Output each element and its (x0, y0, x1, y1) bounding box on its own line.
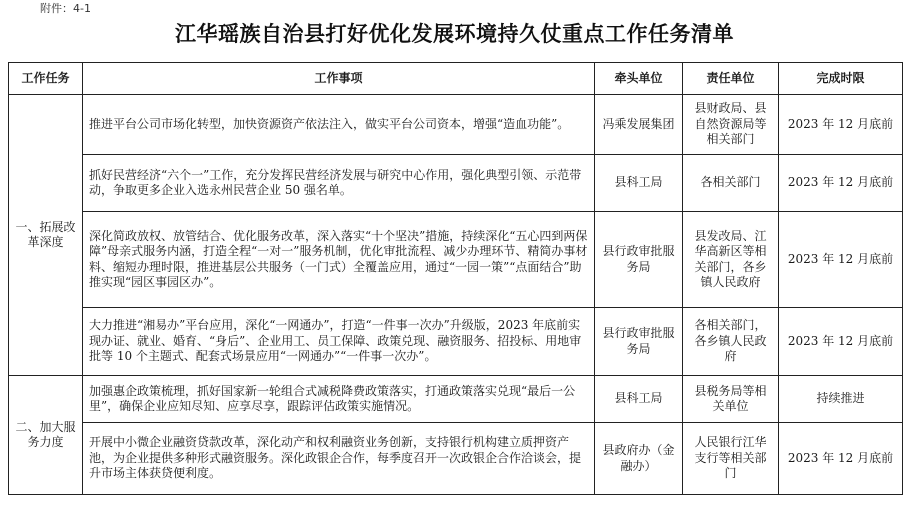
table-row (9, 308, 903, 376)
table-header-row (9, 63, 903, 95)
responsible-cell: 各相关部门 (683, 155, 779, 212)
header-category: 工作任务 (9, 63, 83, 95)
category-cell: 二、加大服务力度 (9, 376, 83, 495)
item-cell: 推进平台公司市场化转型，加快资源资产依法注入，做实平台公司资本，增强“造血功能”。 (83, 95, 595, 155)
lead-cell: 县行政审批服务局 (595, 212, 683, 308)
item-cell: 大力推进“湘易办”平台应用，深化“一网通办”，打造“一件事一次办”升级版，2023 年底前实现办证、就业、婚育、“身后”、企业用工、员工保障、政策兑现、融资服务、招投标、用地审批等 10 个主题式、配套式场景应用“一网通办”“一件事一次办”。 (83, 308, 595, 376)
lead-cell: 县政府办（金融办） (595, 423, 683, 495)
deadline-cell: 持续推进 (779, 376, 903, 423)
deadline-cell: 2023 年 12 月底前 (779, 308, 903, 376)
responsible-cell: 县税务局等相关单位 (683, 376, 779, 423)
lead-cell: 县科工局 (595, 155, 683, 212)
table-row (9, 376, 903, 423)
table-row (9, 95, 903, 155)
header-deadline: 完成时限 (779, 63, 903, 95)
responsible-cell: 人民银行江华支行等相关部门 (683, 423, 779, 495)
item-cell: 开展中小微企业融资贷款改革，深化动产和权利融资业务创新，支持银行机构建立质押资产池，为企业提供多种形式融资服务。深化政银企合作，每季度召开一次政银企合作洽谈会，提升市场主体获贷便利度。 (83, 423, 595, 495)
item-cell: 深化简政放权、放管结合、优化服务改革，深入落实“十个坚决”措施，持续深化“五心四到两保障”母亲式服务内涵，打造全程“一对一”服务机制，优化审批流程、减少办理环节、精简办事材料、缩短办理时限，推进基层公共服务（一门式）全覆盖应用，通过“一园一策”“点面结合”助推实现“园区事园区办”。 (83, 212, 595, 308)
deadline-cell: 2023 年 12 月底前 (779, 212, 903, 308)
table-row (9, 155, 903, 212)
item-cell: 加强惠企政策梳理，抓好国家新一轮组合式减税降费政策落实，打通政策落实兑现“最后一公里”，确保企业应知尽知、应享尽享，跟踪评估政策实施情况。 (83, 376, 595, 423)
category-cell: 一、拓展改革深度 (9, 95, 83, 376)
task-table (8, 62, 903, 495)
responsible-cell: 县发改局、江华高新区等相关部门，各乡镇人民政府 (683, 212, 779, 308)
item-cell: 抓好民营经济“六个一”工作，充分发挥民营经济发展与研究中心作用，强化典型引领、示范带动，争取更多企业入选永州民营企业 50 强名单。 (83, 155, 595, 212)
header-lead: 牵头单位 (595, 63, 683, 95)
attachment-label: 附件：4-1 (40, 2, 91, 15)
lead-cell: 县行政审批服务局 (595, 308, 683, 376)
page-title: 江华瑶族自治县打好优化发展环境持久仗重点工作任务清单 (175, 21, 734, 46)
table-row (9, 212, 903, 308)
lead-cell: 冯乘发展集团 (595, 95, 683, 155)
responsible-cell: 县财政局、县自然资源局等相关部门 (683, 95, 779, 155)
deadline-cell: 2023 年 12 月底前 (779, 423, 903, 495)
header-responsible: 责任单位 (683, 63, 779, 95)
header-item: 工作事项 (83, 63, 595, 95)
deadline-cell: 2023 年 12 月底前 (779, 95, 903, 155)
table-row (9, 423, 903, 495)
deadline-cell: 2023 年 12 月底前 (779, 155, 903, 212)
lead-cell: 县科工局 (595, 376, 683, 423)
responsible-cell: 各相关部门，各乡镇人民政府 (683, 308, 779, 376)
